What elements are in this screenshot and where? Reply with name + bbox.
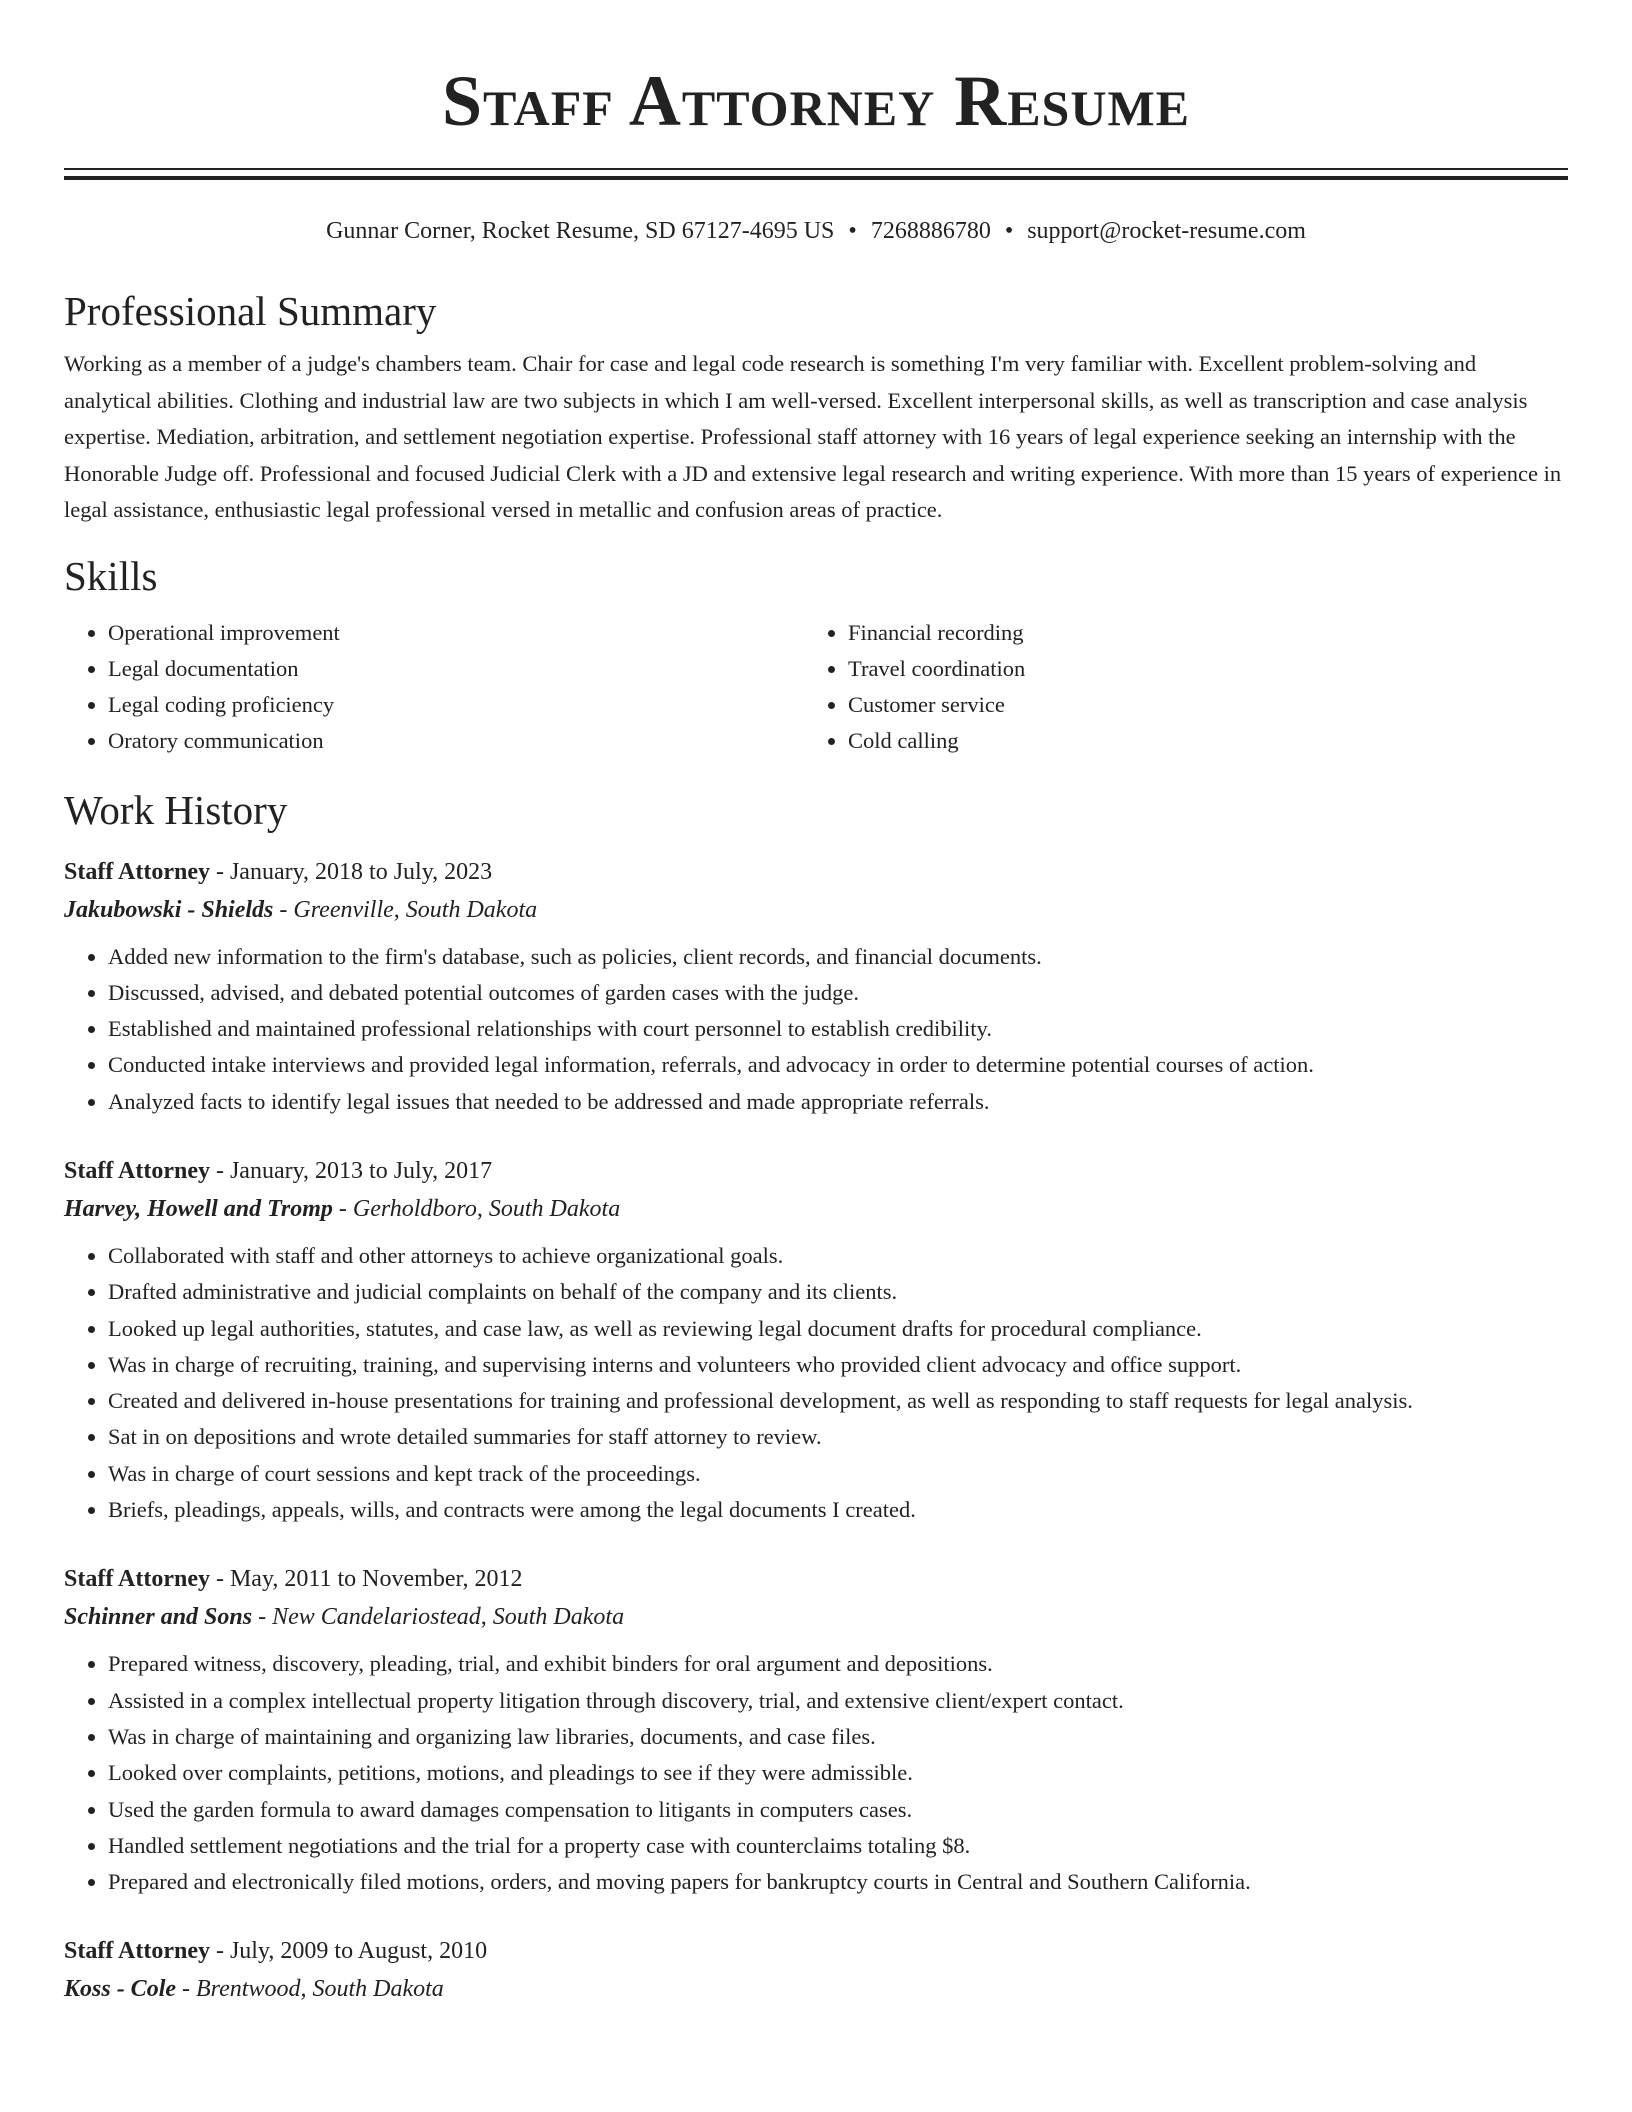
job-duty: • Analyzed facts to identify legal issues that needed to be addressed and made appropriate referrals. [108,1084,1568,1120]
job-duty: • Discussed, advised, and debated potential outcomes of garden cases with the judge. [108,975,1568,1011]
job-location: Gerholdboro, South Dakota [352,1195,621,1222]
work-history-heading: Work History [64,786,288,833]
job-duty: • Drafted administrative and judicial complaints on behalf of the company and its clients. [108,1274,1568,1310]
job-company-line: Schinner and Sons - New Candelariostead, South Dakota [64,1604,625,1631]
job-company: Jakubowski - Shields [64,896,274,923]
job-duty: • Created and delivered in-house presentations for training and professional development, as well as responding to staff requests for legal analysis. [108,1383,1568,1419]
summary-heading: Professional Summary [64,288,437,334]
title-divider [64,168,1568,180]
skill-item: • Oratory communication [108,723,804,759]
job-duty: • Was in charge of maintaining and organizing law libraries, documents, and case files. [108,1719,1568,1755]
job-location: New Candelariostead, South Dakota [272,1604,625,1631]
skills-heading: Skills [64,552,158,599]
job-company: Harvey, Howell and Tromp [64,1195,333,1222]
skills-grid [64,615,1568,759]
job-duties-list [64,1646,1568,1900]
job-company: Schinner and Sons [64,1604,253,1631]
job-duty: • Looked over complaints, petitions, motions, and pleadings to see if they were admissible. [108,1755,1568,1791]
job-dates: January, 2018 to July, 2023 [229,858,493,885]
skills-column-right [804,615,1544,759]
resume-title: Staff Attorney Resume [441,61,1191,141]
contact-address: Gunnar Corner, Rocket Resume, SD 67127-4695 US [326,218,835,244]
job-company: Koss - Cole [64,1976,177,2003]
skills-column-left [64,615,804,759]
skill-item: • Financial recording [848,615,1544,651]
divider-thick-line [64,176,1568,180]
job-duty: • Looked up legal authorities, statutes, and case law, as well as reviewing legal document drafts for procedural compliance. [108,1311,1568,1347]
skill-item: • Legal documentation [108,651,804,687]
job-entry [64,853,1568,1120]
job-duty: • Assisted in a complex intellectual property litigation through discovery, trial, and extensive client/expert contact. [108,1683,1568,1719]
job-duty: • Was in charge of recruiting, training, and supervising interns and volunteers who provided client advocacy and office support. [108,1347,1568,1383]
contact-line [64,216,1568,246]
job-role: Staff Attorney [64,858,210,885]
job-role: Staff Attorney [64,1157,210,1184]
job-duty: • Prepared and electronically filed motions, orders, and moving papers for bankruptcy courts in Central and Southern California. [108,1864,1568,1900]
job-duty: • Handled settlement negotiations and the trial for a property case with counterclaims totaling $8. [108,1828,1568,1864]
summary-text: Working as a member of a judge's chambers team. Chair for case and legal code research is something I'm very familiar with. Excellent problem-solving and analytical abilities. Clothing and industrial law are two subjects in which I am well-versed. Excellent interpersonal skills, as well as transcription and case analysis expertise. Mediation, arbitration, and settlement negotiation expertise. Professional staff attorney with 16 years of legal experience seeking an internship with the Honorable Judge off. Professional and focused Judicial Clerk with a JD and extensive legal research and writing experience. With more than 15 years of experience in legal assistance, enthusiastic legal professional versed in metallic and confusion areas of practice. [64,351,1562,522]
contact-phone: 7268886780 [870,218,991,244]
job-duty: • Was in charge of court sessions and kept track of the proceedings. [108,1456,1568,1492]
job-location: Brentwood, South Dakota [196,1976,444,2003]
job-duties-list [64,939,1568,1120]
job-header: Staff Attorney - May, 2011 to November, 2012 [64,1566,523,1593]
job-duty: • Briefs, pleadings, appeals, wills, and contracts were among the legal documents I created. [108,1492,1568,1528]
skill-item: • Cold calling [848,723,1544,759]
job-company-line: Jakubowski - Shields - Greenville, South Dakota [64,896,538,923]
job-dates: July, 2009 to August, 2010 [229,1938,488,1965]
job-company-line: Koss - Cole - Brentwood, South Dakota [64,1976,444,2003]
skill-item: • Operational improvement [108,615,804,651]
contact-separator: • [1004,218,1014,244]
job-duty: • Sat in on depositions and wrote detailed summaries for staff attorney to review. [108,1419,1568,1455]
job-duty: • Used the garden formula to award damages compensation to litigants in computers cases. [108,1792,1568,1828]
job-location: Greenville, South Dakota [293,896,538,923]
job-entry [64,1560,1568,1900]
job-header: Staff Attorney - January, 2018 to July, 2023 [64,858,493,885]
skill-item: • Travel coordination [848,651,1544,687]
job-dates: May, 2011 to November, 2012 [229,1566,523,1593]
job-role: Staff Attorney [64,1938,210,1965]
job-duty: • Collaborated with staff and other attorneys to achieve organizational goals. [108,1238,1568,1274]
skill-item: • Legal coding proficiency [108,687,804,723]
contact-separator: • [848,218,857,244]
job-entry [64,1152,1568,1528]
job-entry [64,1932,1568,2008]
job-duty: • Established and maintained professional relationships with court personnel to establish credibility. [108,1011,1568,1047]
job-duty: • Added new information to the firm's database, such as policies, client records, and financial documents. [108,939,1568,975]
job-dates: January, 2013 to July, 2017 [229,1157,493,1184]
job-duty: • Conducted intake interviews and provided legal information, referrals, and advocacy in order to determine potential courses of action. [108,1047,1568,1083]
job-role: Staff Attorney [64,1566,210,1593]
job-duty: • Prepared witness, discovery, pleading, trial, and exhibit binders for oral argument and depositions. [108,1646,1568,1682]
job-company-line: Harvey, Howell and Tromp - Gerholdboro, South Dakota [64,1195,621,1222]
contact-email: support@rocket-resume.com [1027,218,1306,244]
job-duties-list [64,1238,1568,1528]
divider-thin-line [64,168,1568,170]
skill-item: • Customer service [848,687,1544,723]
job-header: Staff Attorney - July, 2009 to August, 2010 [64,1938,488,1965]
job-header: Staff Attorney - January, 2013 to July, 2017 [64,1157,493,1184]
